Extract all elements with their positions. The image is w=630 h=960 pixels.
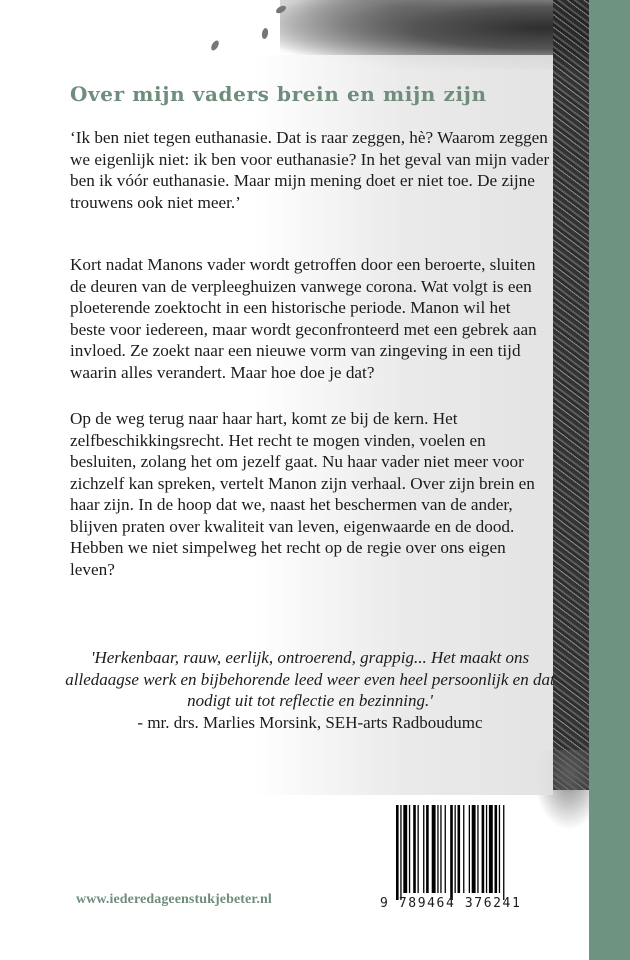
barcode-bar: [499, 805, 500, 893]
falling-leaf-icon: [261, 28, 269, 40]
barcode-bar: [477, 805, 478, 893]
endorsement-quote: 'Herkenbaar, rauw, eerlijk, ontroerend, grappig... Het maakt ons alledaagse werk en bijbehorende leed weer even heel persoonlijk en dat nodigt uit tot reflectie en bezinning.': [65, 648, 555, 710]
barcode-bar: [413, 805, 416, 893]
barcode-bar: [396, 805, 399, 900]
barcode-bar: [458, 805, 461, 893]
barcode-bar: [503, 805, 504, 900]
opening-quote-paragraph: ‘Ik ben niet tegen euthanasie. Dat is raar zeggen, hè? Waarom zeggen we eigenlijk niet: ik ben voor euthanasie? In het geval van mijn vader ben ik vóór euthanasie. Maar mijn mening doet er niet toe. De zijne trouwens ook niet meer.’: [70, 128, 550, 212]
barcode-bar: [469, 805, 470, 893]
barcode-bar: [495, 805, 498, 893]
barcode-bar: [486, 805, 487, 893]
barcode-bar: [472, 805, 476, 893]
barcode-bar: [445, 805, 446, 893]
isbn-barcode: [388, 800, 556, 910]
barcode-bar: [450, 805, 453, 900]
barcode-bar: [403, 805, 407, 893]
barcode-bar: [432, 805, 436, 893]
spine-color-strip: [589, 0, 630, 960]
endorsement: [60, 647, 560, 733]
website-link[interactable]: www.iederedageenstukjebeter.nl: [76, 892, 272, 907]
barcode-bar: [440, 805, 441, 893]
book-title: Over mijn vaders brein en mijn zijn: [70, 82, 487, 106]
barcode-bar: [463, 805, 464, 893]
barcode-bar: [455, 805, 456, 893]
barcode-bar: [437, 805, 438, 893]
barcode-bar: [400, 805, 401, 900]
synopsis-paragraph: Kort nadat Manons vader wordt getroffen door een beroerte, sluiten de deuren van de verpleeghuizen vanwege corona. Wat volgt is een ploeterende zoektocht in een historische periode. Manon wil het beste voor iedereen, maar wordt geconfronteerd met een gebrek aan invloed. Ze zoekt naar een nieuwe vorm van zingeving in een tijd waarin alles verandert. Maar hoe doe je dat?: [70, 255, 537, 382]
barcode-bar: [489, 805, 493, 893]
endorsement-attribution: - mr. drs. Marlies Morsink, SEH-arts Radboudumc: [137, 712, 483, 732]
barcode-bar: [426, 805, 429, 893]
barcode-bar: [409, 805, 410, 893]
isbn-number: 9 789464 376241: [380, 896, 522, 911]
falling-leaf-icon: [210, 39, 221, 52]
barcode-bar: [423, 805, 424, 893]
barcode-bars: [388, 800, 556, 900]
barcode-bar: [482, 805, 485, 893]
synopsis-paragraph-2: Op de weg terug naar haar hart, komt ze bij de kern. Het zelfbeschikkingsrecht. Het recht te mogen vinden, voelen en besluiten, zolang het om jezelf gaat. Nu haar vader niet meer voor zichzelf kan spreken, vertelt Manon zijn verhaal. Over zijn brein en haar zijn. In de hoop dat we, naast het beschermen van de ander, blijven praten over kwaliteit van leven, eigenwaarde en de dood. Hebben we niet simpelweg het recht op de regie over ons eigen leven?: [70, 409, 535, 579]
barcode-bar: [418, 805, 419, 893]
